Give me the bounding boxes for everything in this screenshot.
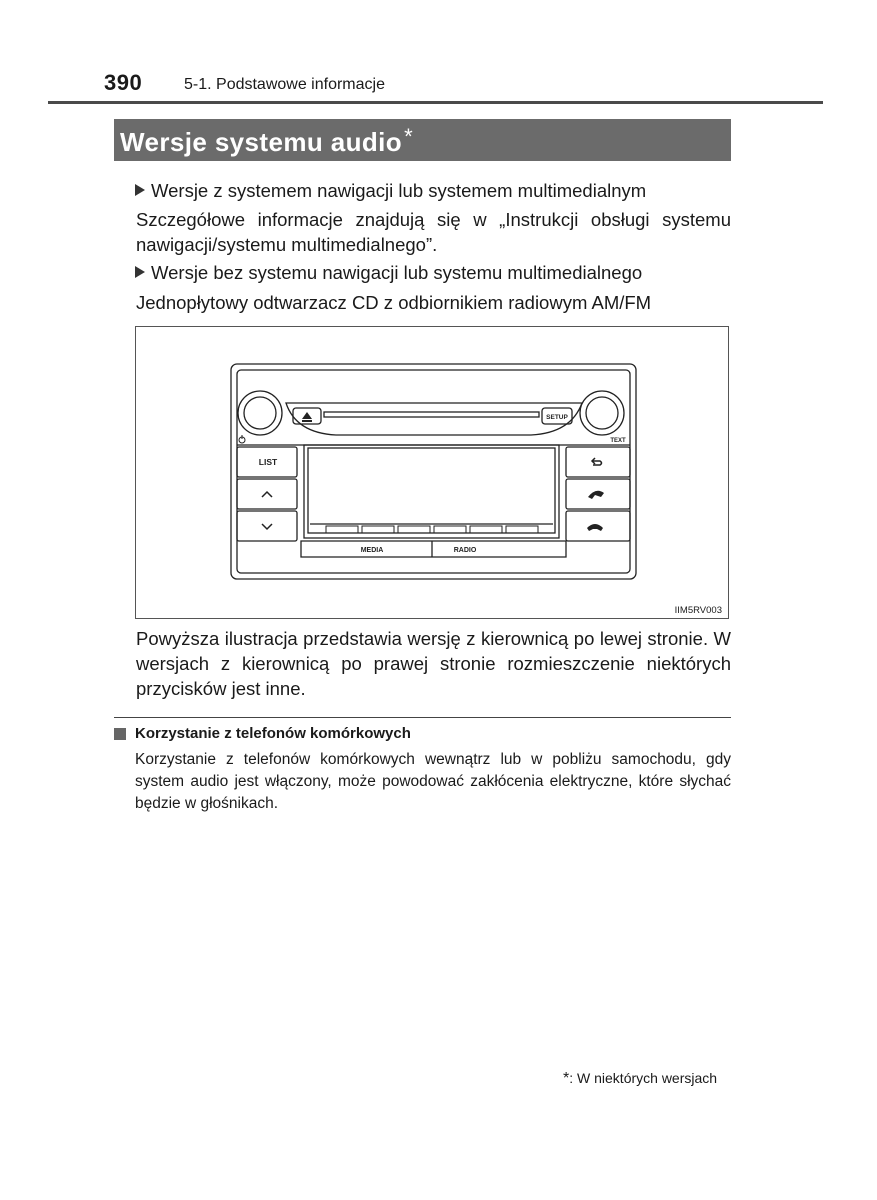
audio-unit-illustration xyxy=(136,327,728,618)
paragraph-navigation-info: Szczegółowe informacje znajdują się w „Instrukcji obsługi systemu nawigacji/systemu multimedialnego”. xyxy=(136,209,731,255)
footnote-text: : W niektórych wersjach xyxy=(569,1070,718,1086)
preset-button-3 xyxy=(398,526,430,533)
list-label: LIST xyxy=(258,457,278,467)
preset-button-2 xyxy=(362,526,394,533)
media-label: MEDIA xyxy=(360,547,384,554)
audio-unit-figure xyxy=(135,326,729,619)
phone-pickup-icon xyxy=(588,491,604,499)
text-label: TEXT xyxy=(610,438,626,444)
paragraph-cd-player: Jednopłytowy odtwarzacz CD z odbiornikiem radiowym AM/FM xyxy=(136,292,652,313)
subsection-title: Korzystanie z telefonów komórkowych xyxy=(135,725,411,742)
up-button xyxy=(237,479,297,509)
subsection-divider xyxy=(114,717,731,718)
footnote xyxy=(563,1070,717,1088)
setup-label: SETUP xyxy=(546,414,568,421)
cd-slot xyxy=(324,412,539,417)
right-knob-inner xyxy=(586,397,618,429)
square-bullet-icon xyxy=(114,728,126,740)
preset-button-4 xyxy=(434,526,466,533)
footnote-asterisk: * xyxy=(563,1070,570,1087)
back-icon xyxy=(592,458,602,465)
preset-button-1 xyxy=(326,526,358,533)
bullet-item-without-navigation xyxy=(135,262,642,284)
bullet-text: Wersje bez systemu nawigacji lub systemu multimedialnego xyxy=(151,262,643,283)
triangle-bullet-icon xyxy=(135,184,145,196)
preset-button-6 xyxy=(506,526,538,533)
bullet-item-with-navigation xyxy=(135,180,646,202)
eject-icon xyxy=(302,412,312,422)
chevron-down-icon xyxy=(262,524,272,529)
unit-inner-frame xyxy=(237,370,630,573)
unit-housing xyxy=(231,364,636,579)
paragraph-steering-note: Powyższa ilustracja przedstawia wersję z kierownicą po lewej stronie. W wersjach z kierownicą po prawej stronie rozmieszczenie niektórych przycisków jest inne. xyxy=(136,628,731,699)
power-icon xyxy=(239,435,245,443)
screen xyxy=(308,448,555,533)
left-knob-inner xyxy=(244,397,276,429)
subsection-body: Korzystanie z telefonów komórkowych wewnątrz lub w pobliżu samochodu, gdy system audio jest włączony, może powodować zakłócenia elektryczne, które słychać będzie w głośnikach. xyxy=(135,751,731,812)
cd-panel xyxy=(286,403,582,435)
triangle-bullet-icon xyxy=(135,266,145,278)
radio-label: RADIO xyxy=(453,547,477,554)
chevron-up-icon xyxy=(262,492,272,497)
down-button xyxy=(237,511,297,541)
figure-code: IIM5RV003 xyxy=(674,605,722,616)
page-title-text: Wersje systemu audio xyxy=(120,127,403,157)
title-asterisk: * xyxy=(404,124,414,149)
phone-hangup-icon xyxy=(587,524,603,531)
header-divider xyxy=(48,101,823,104)
title-bar xyxy=(114,119,731,161)
page-number: 390 xyxy=(104,70,143,95)
media-radio-bar xyxy=(301,541,566,557)
bullet-text: Wersje z systemem nawigacji lub systemem multimedialnym xyxy=(151,180,647,201)
section-label: 5-1. Podstawowe informacje xyxy=(184,76,385,93)
preset-button-5 xyxy=(470,526,502,533)
back-button xyxy=(566,447,630,477)
page-title xyxy=(120,124,413,158)
